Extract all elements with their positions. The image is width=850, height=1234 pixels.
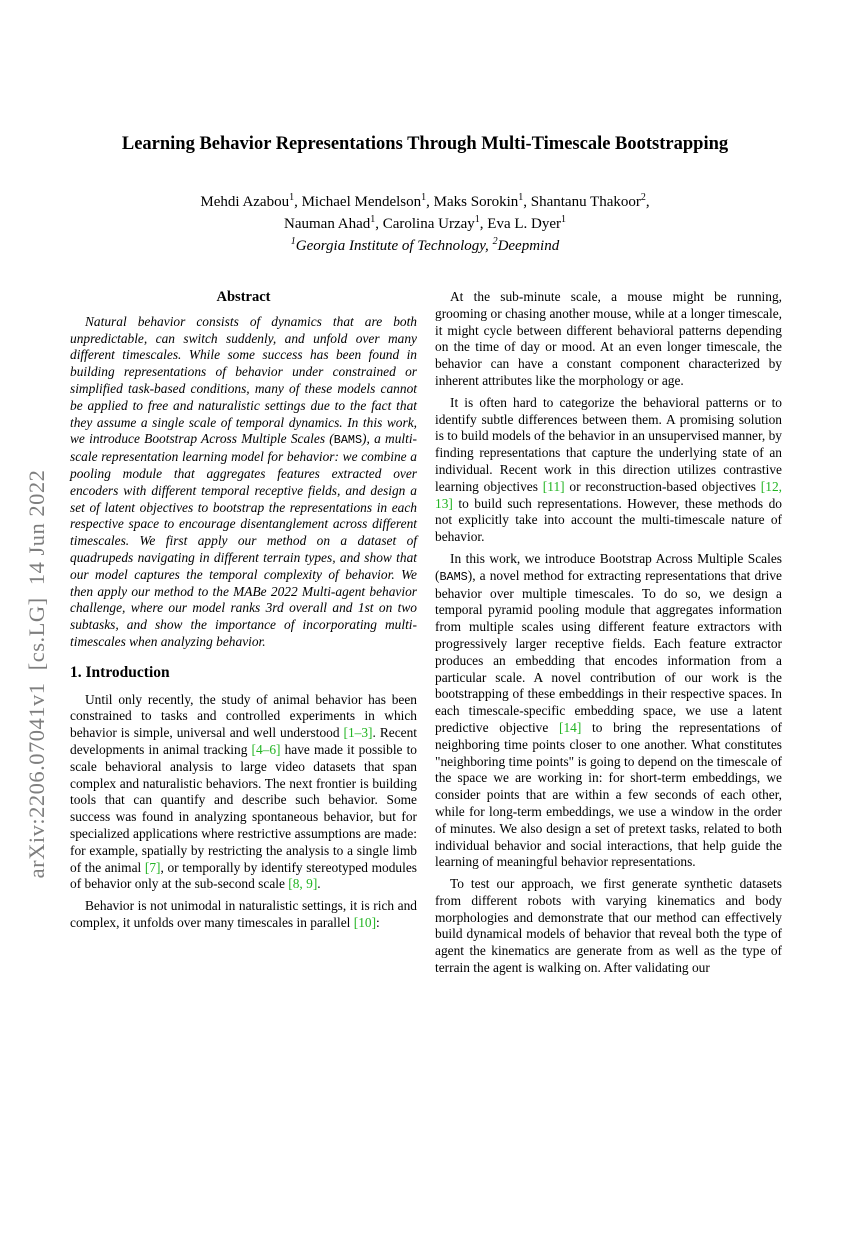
right-column: [435, 289, 782, 982]
superscript-affiliation-marker: 1: [289, 192, 295, 203]
citation-link[interactable]: [7]: [144, 859, 161, 875]
citation-link[interactable]: [14]: [559, 719, 582, 735]
left-column: [70, 289, 417, 982]
right-paragraph-2: It is often hard to categorize the behavioral patterns or to identify subtle differences between them. A promising solution is to build models of the behavior in an unsupervised manner, by finding representations that capture the underlying state of an individual. Recent work in this direction utilizes contrastive learning objectives [11] or reconstruction-based objectives [12, 13] to build such representations. However, these methods do not explicitly take into account the multi-timescale nature of behavior.: [435, 394, 782, 545]
superscript-affiliation-marker: 1: [561, 214, 566, 225]
superscript-affiliation-marker: 2: [640, 192, 646, 203]
citation-link[interactable]: [11]: [542, 478, 565, 494]
abstract-heading: Abstract: [216, 289, 271, 305]
authors-line-2: Nauman Ahad$^1$, Carolina Urzay$^1$, Eva L. Dyer$^1$: [284, 214, 566, 232]
right-paragraph-1: At the sub-minute scale, a mouse might be running, grooming or chasing another mouse, while at a longer timescale, it might cycle between different behavioral patterns depending on the time of day or mood. At an even longer timescale, the behavior can have a constant component characterized by inherent attributes like the morphology or age.: [435, 289, 782, 388]
superscript-affiliation-marker: 1: [474, 214, 480, 225]
superscript-affiliation-marker: 2: [492, 236, 498, 247]
superscript-affiliation-marker: 1: [370, 214, 376, 225]
citation-link[interactable]: [4–6]: [251, 741, 281, 757]
intro-paragraph-2: Behavior is not unimodal in naturalistic settings, it is rich and complex, it unfolds over many timescales in parallel [10]:: [70, 898, 417, 930]
right-paragraph-4: To test our approach, we first generate synthetic datasets from different robots with varying kinematics and body morphologies and demonstrate that our method can effectively build dynamical models of behavior that reveal both the type of agent the kinematics are generate from as well as the type of terrain the agent is walking on. After validating our: [435, 876, 782, 976]
citation-link[interactable]: [10]: [353, 914, 377, 930]
superscript-affiliation-marker: 1: [290, 236, 296, 247]
citation-link[interactable]: [1–3]: [343, 725, 373, 741]
affiliation-line: $^1$Georgia Institute of Technology, $^2$Deepmind: [290, 236, 560, 254]
typewriter-acronym: BAMS: [439, 569, 468, 584]
paper-title: Learning Behavior Representations Through Multi-Timescale Bootstrapping: [121, 134, 729, 154]
abstract-paragraph: Natural behavior consists of dynamics that are both unpredictable, can switch suddenly, and unfold over many different timescales. While some success has been found in building representations of behavior under constrained or simplified task-based conditions, many of these models cannot be applied to free and naturalistic settings due to the fact that they assume a single scale of temporal dynamics. In this work, we introduce Bootstrap Across Multiple Scales (BAMS), a multi-scale representation learning model for behavior: we combine a pooling module that aggregates features extracted over encoders with different temporal receptive fields, and design a set of latent objectives to bootstrap the representations in each respective space to encourage disentanglement across different timescales. We first apply our method on a dataset of quadrupeds navigating in different terrain types, and show that our model captures the temporal complexity of behavior. We then apply our method to the MABe 2022 Multi-agent behavior challenge, where our model ranks 3rd overall and 1st on two subtasks, and show the importance of incorporating multi-timescales when analyzing behavior.: [70, 313, 418, 649]
superscript-affiliation-marker: 1: [421, 192, 427, 203]
paper-page: [0, 134, 850, 982]
section-heading-introduction: 1. Introduction: [70, 663, 170, 681]
author-block: [0, 191, 850, 257]
two-column-body: [70, 289, 782, 982]
superscript-affiliation-marker: 1: [518, 192, 524, 203]
authors-line-1: Mehdi Azabou$^1$, Michael Mendelson$^1$, Maks Sorokin$^1$, Shantanu Thakoor$^2$,: [200, 192, 650, 210]
arxiv-watermark: arXiv:2206.07041v1 [cs.LG] 14 Jun 2022: [24, 469, 49, 879]
typewriter-acronym: BAMS: [333, 433, 363, 448]
citation-link[interactable]: [8, 9]: [288, 876, 318, 892]
citation-link[interactable]: [12, 13]: [435, 478, 782, 511]
intro-paragraph-1: Until only recently, the study of animal behavior has been constrained to tasks and controlled experiments in which behavior is simple, universal and well understood [1–3]. Recent developments in animal tracking [4–6] have made it possible to scale behavioral analysis to large video datasets that span complex and naturalistic behaviors. The next frontier is building tools that can quantify and describe such behavior. Some success was found in analyzing spontaneous behavior, but for specialized applications where restrictive assumptions are made: for example, spatially by restricting the analysis to a single limb of the animal [7], or temporally by identify stereotyped modules of behavior only at the sub-second scale [8, 9].: [70, 691, 417, 892]
right-paragraph-3: In this work, we introduce Bootstrap Across Multiple Scales (BAMS), a novel method for extracting representations that drive behavior over multiple timescales. To do so, we design a temporal pyramid pooling module that aggregates information from multiple scales using different feature extractors with progressively larger receptive fields. Each feature extractor produces an embedding that encodes information from a particular scale. A novel contribution of our work is the bootstrapping of these embeddings in their respective spaces. In each timescale-specific embedding space, we use a latent predictive objective [14] to bring the representations of neighboring time points closer to one another. What constitutes "neighboring time points" is going to depend on the timescale of the space we are working in: for short-term embeddings, we consider points that are within a few seconds of each other, while for long-term embeddings, we use a window in the order of minutes. We also design a set of pretext tasks, related to both individual behavior and social interactions, that help guide the learning of meaningful behavior representations.: [435, 550, 782, 870]
